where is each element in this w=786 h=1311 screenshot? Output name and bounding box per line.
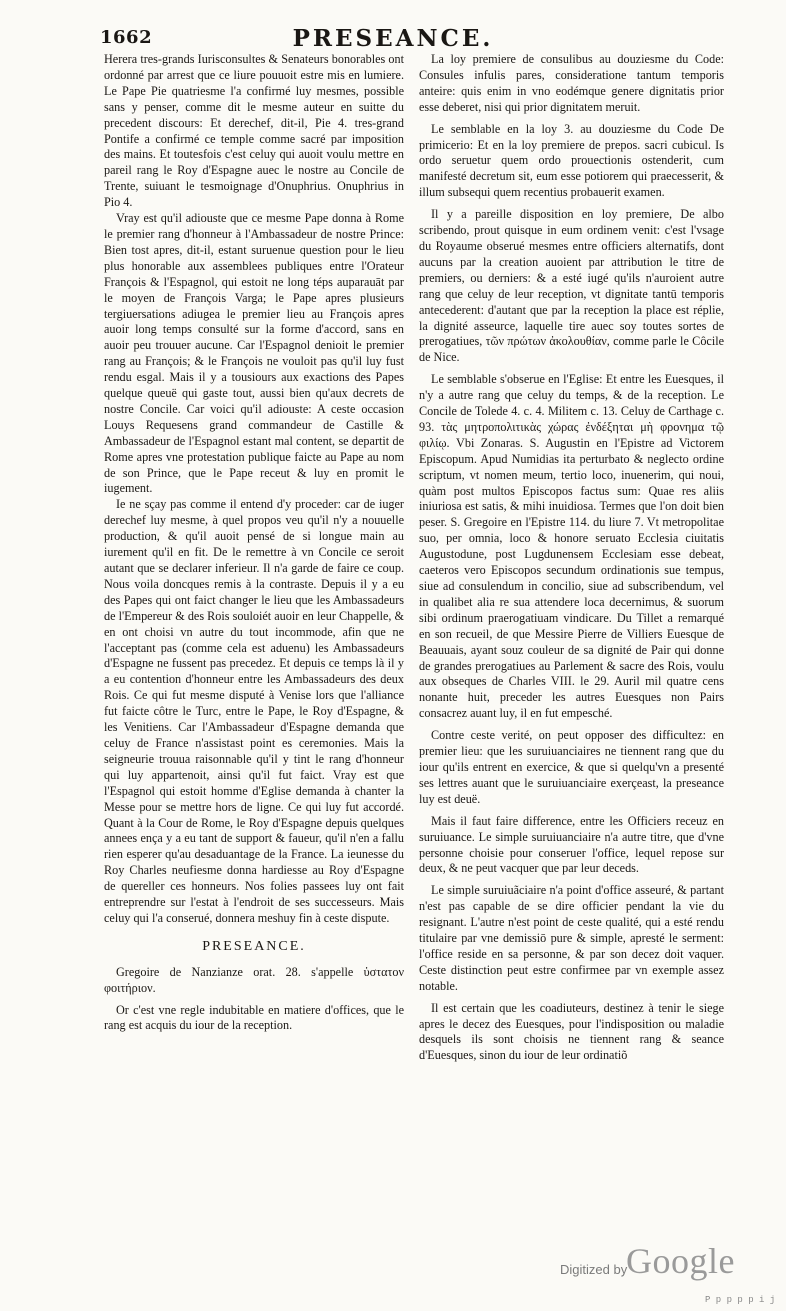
paragraph: Herera tres-grands Iurisconsultes & Senateurs bonorables ont ordonné par arrest que ce liure pouuoit estre mis en lumiere. Le Pape Pie quatriesme l'a confirmé luy mesmes, possible sans y penser, comme dit le mesme auteur en suitte du precedent discours: Et derechef, dit-il, Pie 4. tres-grand Pontife a confirmé ce temple comme sacré par imposition des mains. Et toutesfois c'est celuy qui auoit voulu mettre en pareil rang le Roy d'Espagne auec le nostre au Concile de Trente, suiuant le tesmoignage d'Onuphrius. Onuphrius in Pio 4. bbox=[104, 52, 404, 210]
paragraph: Le semblable en la loy 3. au douziesme du Code De primicerio: Et en la loy premiere de prepos. sacri cubicul. Is ordo seruetur quem ordo prouectionis ostenderit, cum manifesté decretum sit, eum esse potiorem qui praecesserit, & illum subsequi quem recentius probauerit examen. bbox=[419, 121, 724, 200]
paragraph: Or c'est vne regle indubitable en matiere d'offices, que le rang est acquis du iour de la reception. bbox=[104, 1002, 404, 1033]
digitization-watermark bbox=[560, 1240, 760, 1290]
paragraph: Ie ne sçay pas comme il entend d'y proceder: car de iuger derechef luy mesme, à quel propos veu qu'il n'y a nouuelle production, & qu'il auoit pensé de si longue main au iurement qu'il en fit. De le remettre à vn Concile ce seroit autant que se declarer inferieur. Il n'a garde de faire ce coup. Nous voila doncques remis à la contraste. Depuis il y a eu des Papes qui ont faict changer le lieu que les Ambassadeurs de l'Empereur & des Rois souloiét auoir en leur Chappelle, & en ont choisi vn autre du tout incommode, afin que ne l'acceptant pas (comme cela est aduenu) les Ambassadeurs d'Espagne ne fussent pas precedez. Et depuis ce temps là il y a eu contention d'honneur entre les Ambassadeurs des deux Rois. Ce qui fut mesme disputé à Venise lors que l'alliance fut faicte côtre le Turc, entre le Pape, le Roy d'Espagne, & les Venitiens. Car l'Ambassadeur d'Espagne demanda que celuy de France n'assistast point es ceremonies. Mais la seigneurie trouua raisonnable qu'il y tint le rang d'honneur qui luy appartenoit, ainsi qu'il fut faict. Vray est que l'Espagnol qui estoit homme d'Eglise demanda à chanter la Messe pour se mettre hors de ligne. Ce qui luy fut accordé. Quant à la Cour de Rome, le Roy d'Espagne depuis quelques annees ença y a eu tant de support & faueur, qu'il n'en a fallu rien esperer qu'au desaduantage de la France. La ieunesse du Roy Charles neufiesme donna hardiesse au Roy d'Espagne de quereller ces honneurs. Nos folies passees luy ont fait entreprendre sur l'estat à l'endroit de ses successeurs. Mais celuy qui l'a conserué, donnera meshuy fin à ceste dispute. bbox=[104, 497, 404, 925]
paragraph: Mais il faut faire difference, entre les Officiers receuz en suruiuance. Le simple suruiuanciaire n'a autre titre, que d'vne personne choisie pour conseruer l'office, lequel repose sur deux, & ne peut vacquer que par leur deceds. bbox=[419, 813, 724, 876]
paragraph: La loy premiere de consulibus au douziesme du Code: Consules infulis pares, consideratione tantum temporis anteire: quis enim in vno eodémque genere dignitatis prior esse deberet, nisi qui prior dignitatem meruit. bbox=[419, 52, 724, 114]
paragraph: Il est certain que les coadiuteurs, destinez à tenir le siege apres le decez des Euesques, pour l'indisposition ou maladie desquels ils sont choisis ne tiennent rang & seance d'Euesques, sinon du iour de leur ordinatiõ bbox=[419, 1000, 724, 1063]
signature-mark: P p p p p i j bbox=[705, 1295, 776, 1305]
section-title: PRESEANCE. bbox=[202, 938, 306, 954]
digitized-by-label: Digitized by bbox=[560, 1262, 628, 1277]
paragraph: Vray est qu'il adiouste que ce mesme Pape donna à Rome le premier rang d'honneur à l'Ambassadeur de nostre Prince: Bien tost apres, dit-il, estant suruenue question pour le lieu plus honorable aux assemblees publiques entre l'Orateur François & l'Espagnol, qui estoit ne long téps auparauāt par le moyen de François Varga; le Pape apres plusieurs tergiuersations adiugea le premier lieu au François apres auoir long temps consulté sur la forme d'accord, sans en auoir peu trouuer aucune. Car l'Espagnol denioit le premier rang au François; & le François ne vouloit pas qu'il luy fust rendu esgal. Mais il y a tousiours aux exactions des Papes quelque queuë qui gaste tout, aussi bien qu'aux decrets de nostre Concile. Car voici qu'il adiouste: A ceste occasion Louys Requesens grand commandeur de Castille & Ambassadeur de l'Espagnol estant mal content, se departit de Rome apres vne protestation publique faicte au Pape au nom de son Prince, que le Pape receut & luy en promit le iugement. bbox=[104, 211, 404, 496]
paragraph: Gregoire de Nanzianze orat. 28. s'appelle ὑστατον φοιτήριον. bbox=[104, 964, 404, 995]
paragraph: Le simple suruiuãciaire n'a point d'office asseuré, & partant n'est pas capable de se dire officier pendant la vie du resignant. L'autre n'est point de ceste qualité, qui a esté rendu titulaire par vne demissiō pure & simple, apresté le serment: l'office reside en sa personne, & par son decez doit vaquer. Ceste distinction peut estre confirmee par vn exemple assez notable. bbox=[419, 883, 724, 993]
page-header bbox=[0, 0, 786, 60]
running-head: PRESEANCE. bbox=[292, 25, 494, 52]
page-number: 1662 bbox=[100, 27, 153, 48]
left-column bbox=[104, 52, 404, 1034]
right-column bbox=[419, 52, 724, 1064]
paragraph: Il y a pareille disposition en loy premiere, De albo scribendo, prout quisque in eum ordinem venit: c'est l'vsage du Royaume obserué mesmes entre officiers alternatifs, dont aucuns par la creation auoient par attribution le titre de premiers, ou derniers: & a esté iugé qu'ils n'auroient autre rang que celuy de leur reception, vt dignitate tantū temporis antecederent: d'autant que par la reception la place est réplie, la dignité asseurce, laquelle tire auec soy toutes sortes de prerogatiues, τῶν πρώτων ἀκολουθίαν, comme parle le Côcile de Nice. bbox=[419, 207, 724, 365]
paragraph: Le semblable s'obserue en l'Eglise: Et entre les Euesques, il n'y a autre rang que celuy du temps, & de la reception. Le Concile de Tolede 4. c. 4. Militem c. 13. Celuy de Carthage c. 93. τὰς μητροπολιτικὰς χώρας ἐνδέξηται μὴ φρονημα τῷ φιλίῳ. Vbi Zonaras. S. Augustin en l'Epistre ad Victorem Episcopum. Apud Numidias ita perturbato & neglecto ordine scriptum, vt nomen meum, tertio loco, inuenerim, qui noui, quàm post multos Episcopos factus sum: Quae res aliis iniuriosa est satis, & mihi inuidiosa. Termes que l'on doit bien peser. S. Gregoire en l'Epistre 114. du liure 7. Vt metropolitae suo, per omnia, loco & honore seruato Ecclesia ciuitatis Augustodune, post Lugdunensem Ecclesiam esse debeat, caeteros vero Episcopos secundum ordinationis sue tempus, siue ad consulendum in concilio, siue ad subscribendum, vel in qualibet alia re sua attendere loca decernimus, & suorum sibi ordinum praerogatiuam vindicare. Du Tillet a remarqué en son recueil, de que Messire Pierre de Villiers Euesque de Beauuais, ayant souz couleur de sa dignité de Pair qui donne de grandes prerogatiues au Parlement & sacre des Rois, voulu aux obseques de Charles VIII. le 29. Auril mil quatre cens nonante huit, preceder les autres Euesques non Pairs consacrez auant luy, il en fut empesché. bbox=[419, 372, 724, 721]
paragraph: Contre ceste verité, on peut opposer des difficultez: en premier lieu: que les suruiuanciaires ne tiennent rang que du iour qu'ils entrent en exercice, & que si quelqu'vn a presenté ses lettres auant que le suruiuanciaire exerçeast, la preseance luy est deuë. bbox=[419, 728, 724, 806]
google-logo: Google bbox=[626, 1241, 735, 1281]
